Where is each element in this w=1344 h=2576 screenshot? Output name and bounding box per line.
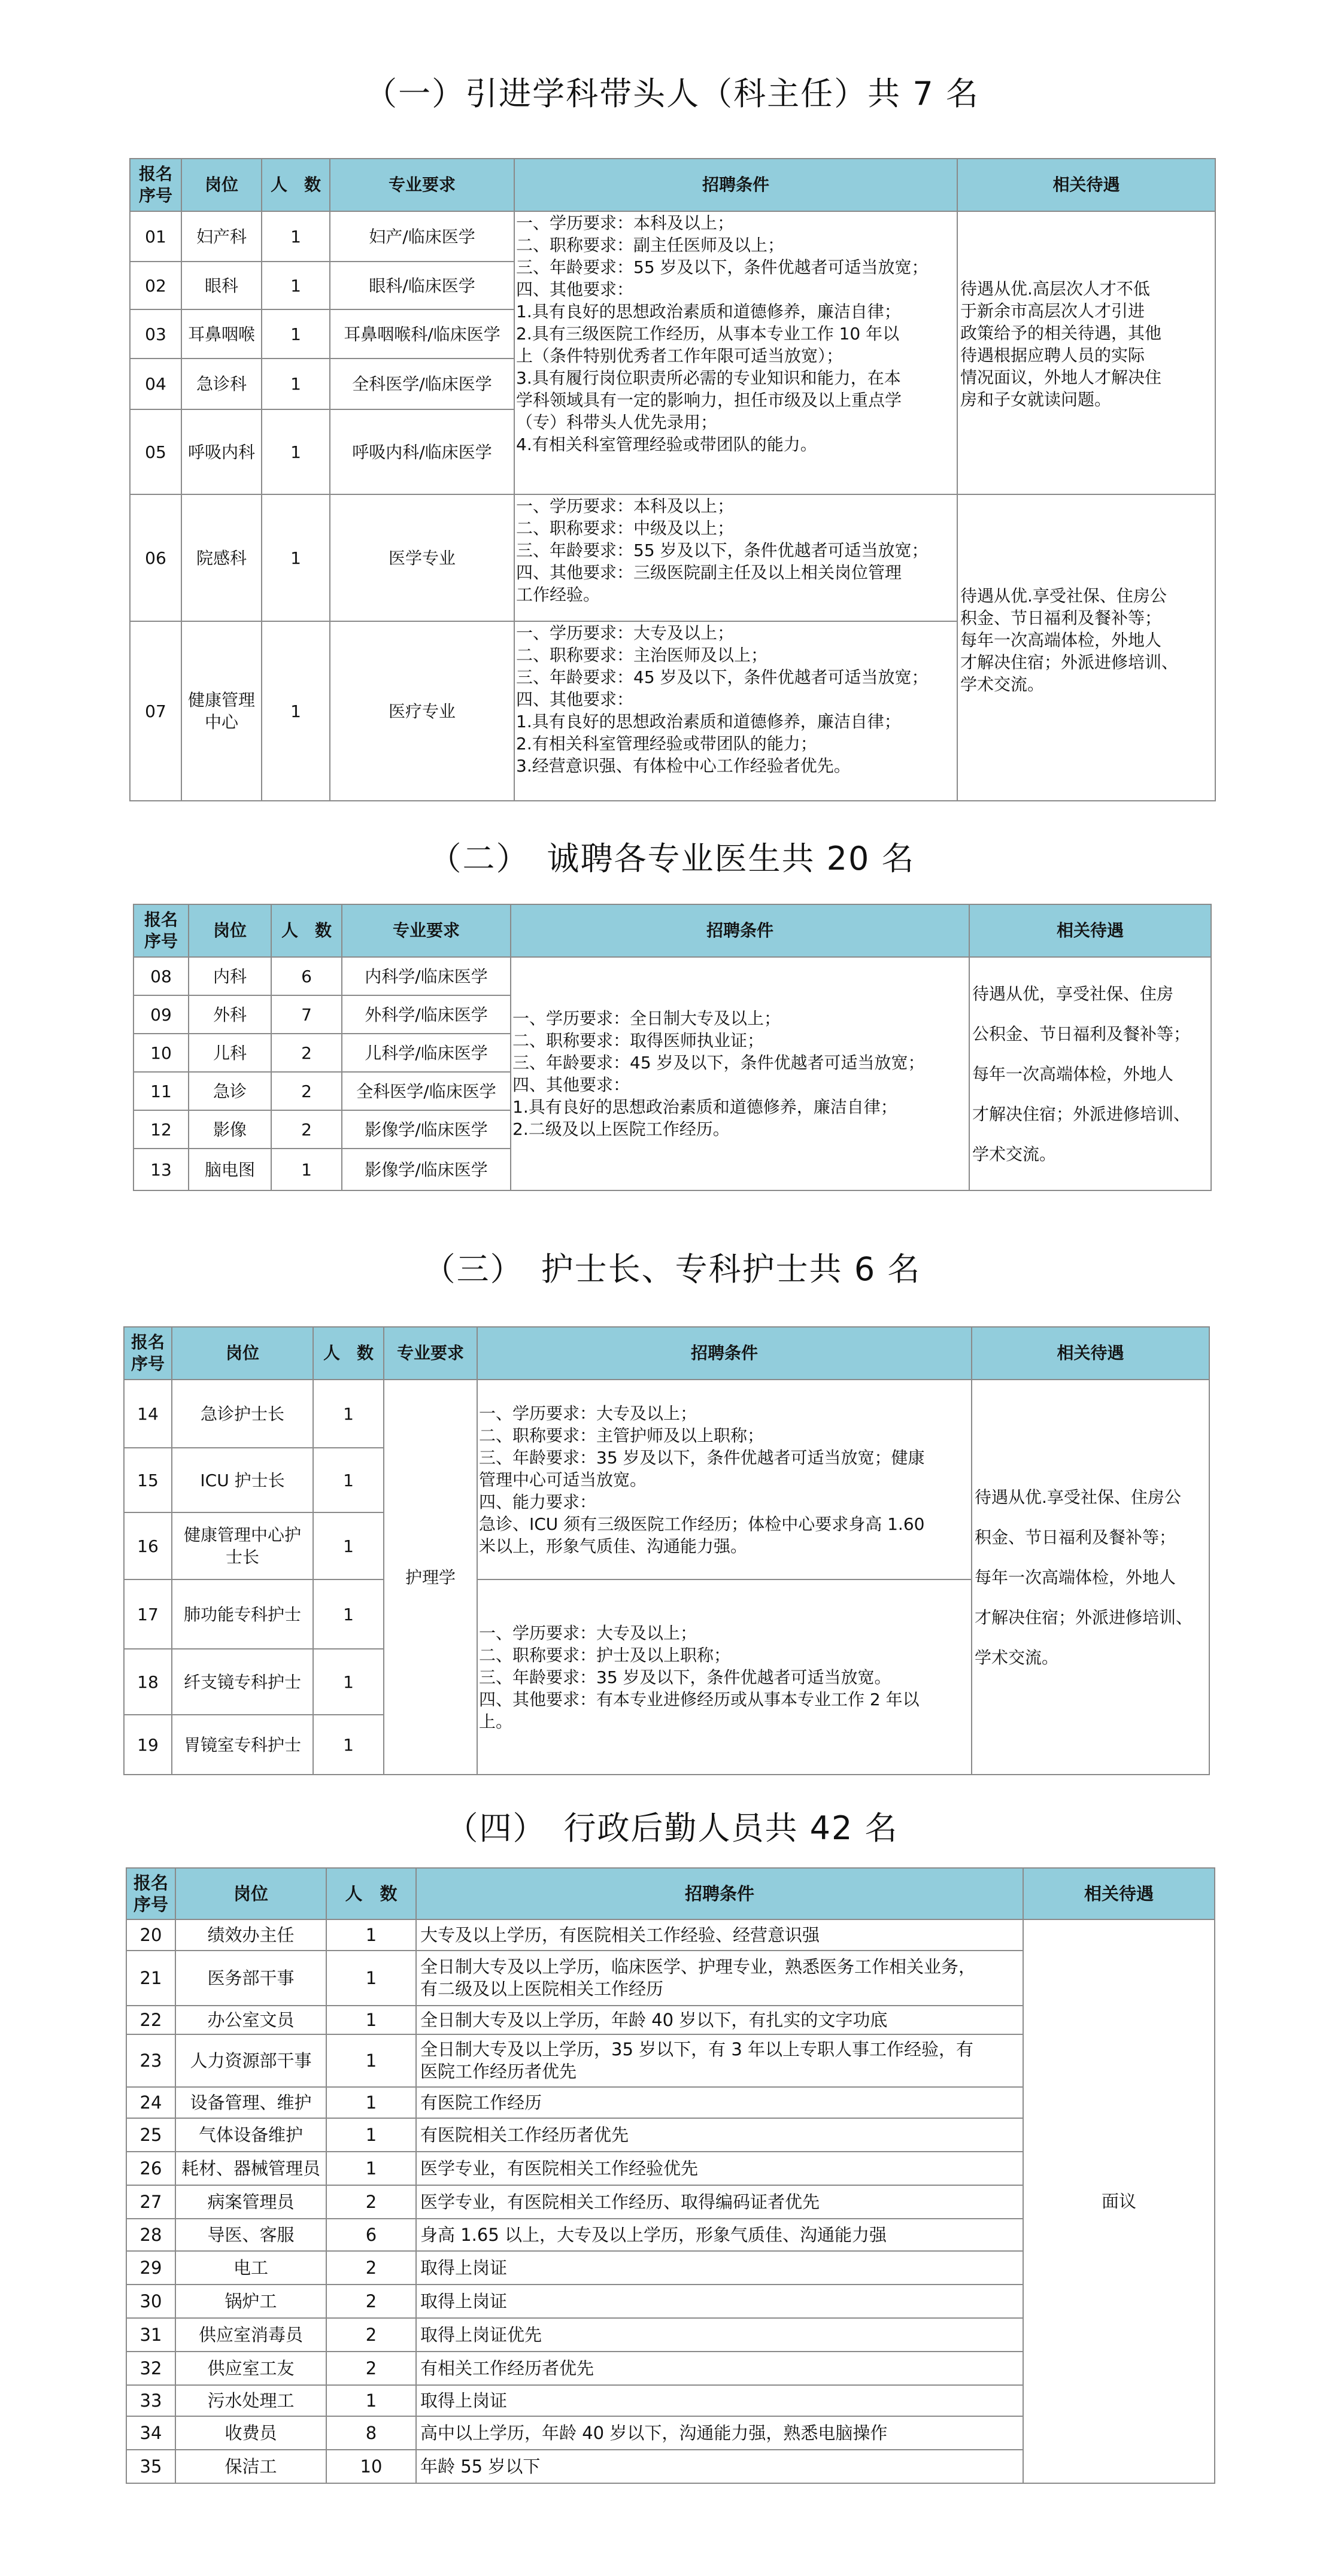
major-requirement: 影像学/临床医学	[342, 1110, 511, 1149]
post-name: 儿科	[189, 1034, 271, 1072]
sequence-number: 06	[130, 494, 181, 621]
header-major: 专业要求	[330, 159, 514, 211]
sequence-number: 18	[124, 1649, 172, 1715]
header-post: 岗位	[189, 904, 271, 957]
header-sequence: 报名 序号	[124, 1327, 172, 1380]
post-name: 耳鼻咽喉	[181, 309, 262, 359]
sequence-number: 21	[126, 1951, 175, 2006]
headcount: 1	[313, 1512, 384, 1579]
major-requirement: 全科医学/临床医学	[342, 1072, 511, 1110]
section-3-title: （三） 护士长、专科护士共 6 名	[423, 1250, 921, 1288]
major-requirement: 眼科/临床医学	[330, 262, 514, 309]
sequence-number: 04	[130, 359, 181, 409]
sequence-number: 24	[126, 2087, 175, 2118]
headcount: 2	[326, 2251, 416, 2285]
post-name: 锅炉工	[175, 2285, 326, 2318]
post-name: 影像	[189, 1110, 271, 1149]
conditions-cell: 全日制大专及以上学历，35 岁以下，有 3 年以上专职人事工作经验，有 医院工作经历者优先	[416, 2034, 1023, 2087]
headcount: 2	[326, 2285, 416, 2318]
conditions-cell: 一、学历要求：本科及以上； 二、职称要求：副主任医师及以上； 三、年龄要求：55 岁及以下，条件优越者可适当放宽； 四、其他要求： 1.具有良好的思想政治素质和道德修养，廉洁自律； 2.具有三级医院工作经历，从事本专业工作 10 年以 上（条件特别优秀者工作年限可适当放宽）； 3.具有履行岗位职责所必需的专业知识和能力，在本 学科领域具有一定的影响力，担任市级及以上重点学 （专）科带头人优先录用； 4.有相关科室管理经验或带团队的能力。	[514, 211, 957, 494]
sequence-number: 07	[130, 621, 181, 801]
sequence-number: 35	[126, 2450, 175, 2483]
benefits-cell: 待遇从优.高层次人才不低 于新余市高层次人才引进 政策给予的相关待遇，其他 待遇根据应聘人员的实际 情况面议，外地人才解决住 房和子女就读问题。	[957, 211, 1215, 494]
major-requirement: 呼吸内科/临床医学	[330, 409, 514, 494]
headcount: 1	[326, 2385, 416, 2416]
header-post: 岗位	[181, 159, 262, 211]
section-2-title: （二） 诚聘各专业医生共 20 名	[429, 840, 915, 877]
sequence-number: 19	[124, 1715, 172, 1775]
headcount: 10	[326, 2450, 416, 2483]
header-benefits: 相关待遇	[957, 159, 1215, 211]
sequence-number: 12	[134, 1110, 189, 1149]
headcount: 1	[262, 211, 330, 262]
conditions-cell: 年龄 55 岁以下	[416, 2450, 1023, 2483]
post-name: ICU 护士长	[172, 1448, 313, 1512]
header-benefits: 相关待遇	[972, 1327, 1209, 1380]
conditions-cell: 身高 1.65 以上，大专及以上学历，形象气质佳、沟通能力强	[416, 2219, 1023, 2251]
post-name: 外科	[189, 995, 271, 1034]
major-requirement: 全科医学/临床医学	[330, 359, 514, 409]
sequence-number: 33	[126, 2385, 175, 2416]
major-requirement: 影像学/临床医学	[342, 1149, 511, 1190]
header-count: 人 数	[313, 1327, 384, 1380]
headcount: 1	[262, 494, 330, 621]
sequence-number: 22	[126, 2006, 175, 2034]
sequence-number: 08	[134, 957, 189, 995]
major-requirement: 医疗专业	[330, 621, 514, 801]
headcount: 2	[271, 1110, 342, 1149]
post-name: 妇产科	[181, 211, 262, 262]
headcount: 6	[271, 957, 342, 995]
major-requirement: 耳鼻咽喉科/临床医学	[330, 309, 514, 359]
conditions-cell: 一、学历要求：大专及以上； 二、职称要求：护士及以上职称； 三、年龄要求：35 岁及以下，条件优越者可适当放宽。 四、其他要求：有本专业进修经历或从事本专业工作 2 年以 上。	[477, 1579, 972, 1775]
sequence-number: 34	[126, 2416, 175, 2450]
major-requirement: 妇产/临床医学	[330, 211, 514, 262]
post-name: 保洁工	[175, 2450, 326, 2483]
conditions-cell: 一、学历要求：大专及以上； 二、职称要求：主管护师及以上职称； 三、年龄要求：35 岁及以下，条件优越者可适当放宽；健康 管理中心可适当放宽。 四、能力要求： 急诊、ICU 须有三级医院工作经历；体检中心要求身高 1.60 米以上，形象气质佳、沟通能力强。	[477, 1380, 972, 1579]
post-name: 供应室工友	[175, 2352, 326, 2385]
sequence-number: 15	[124, 1448, 172, 1512]
headcount: 1	[313, 1579, 384, 1649]
conditions-cell: 一、学历要求：大专及以上； 二、职称要求：主治医师及以上； 三、年龄要求：45 岁及以下，条件优越者可适当放宽； 四、其他要求： 1.具有良好的思想政治素质和道德修养，廉洁自律； 2.有相关科室管理经验或带团队的能力； 3.经营意识强、有体检中心工作经验者优先。	[514, 621, 957, 801]
conditions-cell: 有医院工作经历	[416, 2087, 1023, 2118]
sequence-number: 31	[126, 2318, 175, 2352]
sequence-number: 14	[124, 1380, 172, 1448]
post-name: 急诊	[189, 1072, 271, 1110]
post-name: 收费员	[175, 2416, 326, 2450]
post-name: 污水处理工	[175, 2385, 326, 2416]
post-name: 医务部干事	[175, 1951, 326, 2006]
post-name: 健康管理 中心	[181, 621, 262, 801]
sequence-number: 13	[134, 1149, 189, 1190]
sequence-number: 05	[130, 409, 181, 494]
post-name: 设备管理、维护	[175, 2087, 326, 2118]
benefits-cell: 面议	[1023, 1919, 1215, 2483]
post-name: 人力资源部干事	[175, 2034, 326, 2087]
headcount: 6	[326, 2219, 416, 2251]
post-name: 肺功能专科护士	[172, 1579, 313, 1649]
conditions-cell: 医学专业，有医院相关工作经历、取得编码证者优先	[416, 2185, 1023, 2219]
benefits-cell: 待遇从优，享受社保、住房 公积金、节日福利及餐补等； 每年一次高端体检，外地人 才解决住宿；外派进修培训、 学术交流。	[969, 957, 1211, 1190]
header-count: 人 数	[271, 904, 342, 957]
conditions-cell: 一、学历要求：全日制大专及以上； 二、职称要求：取得医师执业证； 三、年龄要求：45 岁及以下，条件优越者可适当放宽； 四、其他要求： 1.具有良好的思想政治素质和道德修养，廉洁自律； 2.二级及以上医院工作经历。	[511, 957, 969, 1190]
post-name: 耗材、器械管理员	[175, 2152, 326, 2185]
conditions-cell: 取得上岗证优先	[416, 2318, 1023, 2352]
post-name: 院感科	[181, 494, 262, 621]
post-name: 病案管理员	[175, 2185, 326, 2219]
benefits-cell: 待遇从优.享受社保、住房公 积金、节日福利及餐补等； 每年一次高端体检，外地人 才解决住宿；外派进修培训、 学术交流。	[957, 494, 1215, 801]
headcount: 2	[326, 2352, 416, 2385]
conditions-cell: 一、学历要求：本科及以上； 二、职称要求：中级及以上； 三、年龄要求：55 岁及以下，条件优越者可适当放宽； 四、其他要求：三级医院副主任及以上相关岗位管理 工作经验。	[514, 494, 957, 621]
headcount: 8	[326, 2416, 416, 2450]
header-sequence: 报名 序号	[126, 1868, 175, 1919]
conditions-cell: 有相关工作经历者优先	[416, 2352, 1023, 2385]
section-1-table	[129, 158, 1216, 801]
header-count: 人 数	[262, 159, 330, 211]
sequence-number: 02	[130, 262, 181, 309]
major-requirement: 医学专业	[330, 494, 514, 621]
headcount: 1	[313, 1715, 384, 1775]
sequence-number: 30	[126, 2285, 175, 2318]
headcount: 7	[271, 995, 342, 1034]
post-name: 导医、客服	[175, 2219, 326, 2251]
headcount: 1	[326, 2087, 416, 2118]
section-4-title: （四） 行政后勤人员共 42 名	[445, 1809, 899, 1847]
header-major: 专业要求	[342, 904, 511, 957]
headcount: 2	[271, 1034, 342, 1072]
sequence-number: 16	[124, 1512, 172, 1579]
post-name: 供应室消毒员	[175, 2318, 326, 2352]
conditions-cell: 全日制大专及以上学历，年龄 40 岁以下，有扎实的文字功底	[416, 2006, 1023, 2034]
conditions-cell: 大专及以上学历，有医院相关工作经验、经营意识强	[416, 1919, 1023, 1951]
headcount: 1	[326, 1951, 416, 2006]
post-name: 脑电图	[189, 1149, 271, 1190]
post-name: 纤支镜专科护士	[172, 1649, 313, 1715]
sequence-number: 27	[126, 2185, 175, 2219]
headcount: 1	[313, 1649, 384, 1715]
headcount: 1	[271, 1149, 342, 1190]
major-requirement: 护理学	[384, 1380, 477, 1775]
header-benefits: 相关待遇	[969, 904, 1211, 957]
sequence-number: 28	[126, 2219, 175, 2251]
header-conditions: 招聘条件	[514, 159, 957, 211]
sequence-number: 09	[134, 995, 189, 1034]
headcount: 1	[262, 621, 330, 801]
sequence-number: 25	[126, 2118, 175, 2152]
headcount: 2	[326, 2318, 416, 2352]
post-name: 绩效办主任	[175, 1919, 326, 1951]
header-major: 专业要求	[384, 1327, 477, 1380]
sequence-number: 29	[126, 2251, 175, 2285]
conditions-cell: 取得上岗证	[416, 2385, 1023, 2416]
headcount: 2	[271, 1072, 342, 1110]
headcount: 1	[262, 359, 330, 409]
sequence-number: 01	[130, 211, 181, 262]
header-sequence: 报名 序号	[134, 904, 189, 957]
sequence-number: 26	[126, 2152, 175, 2185]
header-count: 人 数	[326, 1868, 416, 1919]
sequence-number: 32	[126, 2352, 175, 2385]
headcount: 1	[326, 2152, 416, 2185]
headcount: 1	[326, 2034, 416, 2087]
sequence-number: 03	[130, 309, 181, 359]
header-post: 岗位	[175, 1868, 326, 1919]
post-name: 电工	[175, 2251, 326, 2285]
header-conditions: 招聘条件	[477, 1327, 972, 1380]
conditions-cell: 取得上岗证	[416, 2251, 1023, 2285]
post-name: 健康管理中心护 士长	[172, 1512, 313, 1579]
post-name: 呼吸内科	[181, 409, 262, 494]
post-name: 急诊护士长	[172, 1380, 313, 1448]
conditions-cell: 医学专业，有医院相关工作经验优先	[416, 2152, 1023, 2185]
sequence-number: 20	[126, 1919, 175, 1951]
post-name: 办公室文员	[175, 2006, 326, 2034]
headcount: 1	[313, 1380, 384, 1448]
major-requirement: 外科学/临床医学	[342, 995, 511, 1034]
header-conditions: 招聘条件	[511, 904, 969, 957]
post-name: 急诊科	[181, 359, 262, 409]
sequence-number: 23	[126, 2034, 175, 2087]
section-3-table	[123, 1326, 1210, 1775]
benefits-cell: 待遇从优.享受社保、住房公 积金、节日福利及餐补等； 每年一次高端体检，外地人 才解决住宿；外派进修培训、 学术交流。	[972, 1380, 1209, 1775]
conditions-cell: 有医院相关工作经历者优先	[416, 2118, 1023, 2152]
conditions-cell: 高中以上学历，年龄 40 岁以下，沟通能力强，熟悉电脑操作	[416, 2416, 1023, 2450]
headcount: 1	[262, 309, 330, 359]
headcount: 1	[262, 262, 330, 309]
conditions-cell: 取得上岗证	[416, 2285, 1023, 2318]
headcount: 1	[262, 409, 330, 494]
section-1-title: （一）引进学科带头人（科主任）共 7 名	[365, 75, 979, 113]
headcount: 2	[326, 2185, 416, 2219]
section-2-table	[133, 904, 1212, 1191]
major-requirement: 内科学/临床医学	[342, 957, 511, 995]
header-benefits: 相关待遇	[1023, 1868, 1215, 1919]
headcount: 1	[326, 2118, 416, 2152]
header-conditions: 招聘条件	[416, 1868, 1023, 1919]
header-sequence: 报名 序号	[130, 159, 181, 211]
post-name: 气体设备维护	[175, 2118, 326, 2152]
section-4-table	[126, 1867, 1215, 2484]
sequence-number: 17	[124, 1579, 172, 1649]
post-name: 内科	[189, 957, 271, 995]
post-name: 眼科	[181, 262, 262, 309]
conditions-cell: 全日制大专及以上学历，临床医学、护理专业，熟悉医务工作相关业务， 有二级及以上医院相关工作经历	[416, 1951, 1023, 2006]
header-post: 岗位	[172, 1327, 313, 1380]
sequence-number: 10	[134, 1034, 189, 1072]
sequence-number: 11	[134, 1072, 189, 1110]
headcount: 1	[313, 1448, 384, 1512]
post-name: 胃镜室专科护士	[172, 1715, 313, 1775]
major-requirement: 儿科学/临床医学	[342, 1034, 511, 1072]
headcount: 1	[326, 1919, 416, 1951]
headcount: 1	[326, 2006, 416, 2034]
